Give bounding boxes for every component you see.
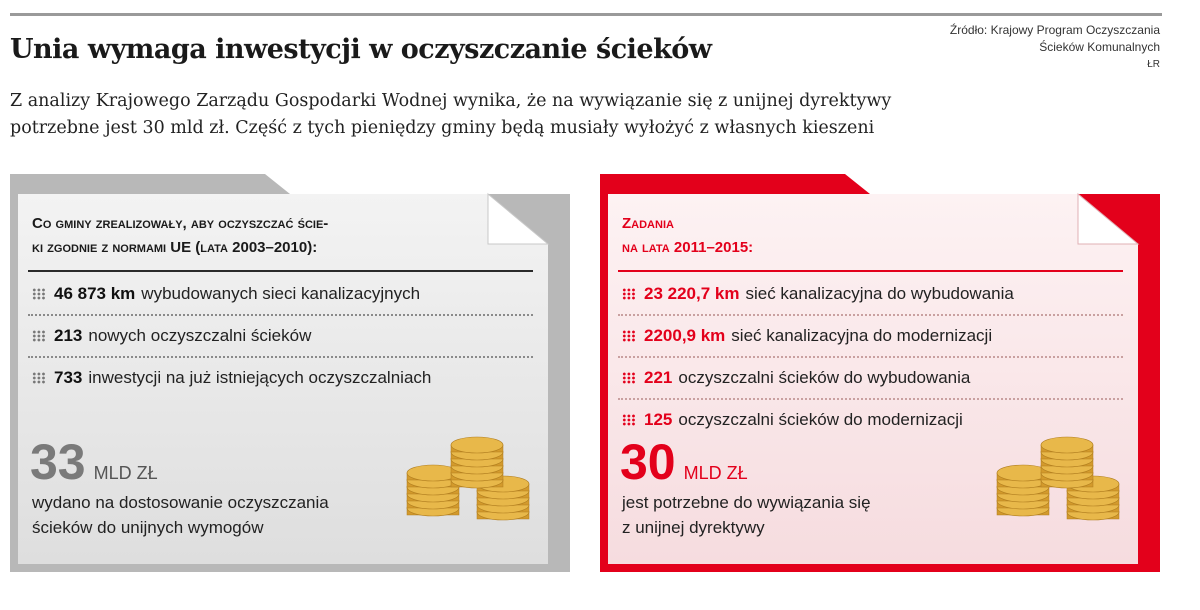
- item-text: wybudowanych sieci kanalizacyjnych: [141, 284, 421, 303]
- list-item: [28, 316, 533, 358]
- list-item: [28, 358, 533, 398]
- right-caption: [622, 490, 1002, 540]
- left-heading-line-1: Co gminy zrealizowały, aby oczyszczać ście-: [32, 215, 329, 232]
- left-card: [10, 172, 570, 572]
- right-heading-rule: [618, 270, 1123, 272]
- item-text: nowych oczyszczalni ścieków: [88, 326, 312, 345]
- dot-grid-icon: [32, 330, 46, 342]
- dot-grid-icon: [622, 330, 636, 342]
- coin-face: [451, 437, 503, 453]
- coin-face: [1041, 437, 1093, 453]
- amount-number: 30: [620, 434, 676, 490]
- right-amount: [620, 434, 748, 490]
- left-caption: [32, 490, 412, 540]
- item-text: oczyszczalni ścieków do modernizacji: [678, 410, 963, 429]
- item-value: 221: [644, 368, 673, 387]
- amount-unit: MLD ZŁ: [93, 463, 158, 483]
- left-caption-line-2: ścieków do unijnych wymogów: [32, 518, 264, 537]
- item-value: 46 873 km: [54, 284, 136, 303]
- top-rule: [10, 13, 1162, 16]
- left-amount: [30, 434, 158, 490]
- item-text: inwestycji na już istniejących oczyszczalniach: [88, 368, 432, 387]
- lead-line-2: potrzebne jest 30 mld zł. Część z tych pieniędzy gminy będą musiały wyłożyć z własnych kieszeni: [10, 118, 875, 138]
- list-item: [28, 274, 533, 316]
- item-text: sieć kanalizacyjna do modernizacji: [731, 326, 993, 345]
- right-card-heading: [622, 212, 1122, 260]
- amount-number: 33: [30, 434, 86, 490]
- dot-grid-icon: [32, 288, 46, 300]
- right-heading-line-2: na lata 2011–2015:: [622, 239, 754, 256]
- item-value: 733: [54, 368, 83, 387]
- source-note: [950, 22, 1160, 73]
- item-text: sieć kanalizacyjna do wybudowania: [745, 284, 1014, 303]
- right-item-list: [618, 274, 1123, 440]
- list-item: [618, 274, 1123, 316]
- right-heading-line-1: Zadania: [622, 215, 674, 232]
- lead-paragraph: [10, 88, 1010, 142]
- right-caption-line-2: z unijnej dyrektywy: [622, 518, 765, 537]
- author-initials: ŁR: [1147, 59, 1160, 70]
- amount-unit: MLD ZŁ: [683, 463, 748, 483]
- coin-stack-icon: [405, 424, 535, 524]
- item-value: 23 220,7 km: [644, 284, 740, 303]
- dot-grid-icon: [32, 372, 46, 384]
- left-heading-line-2: ki zgodnie z normami UE (lata 2003–2010):: [32, 239, 318, 256]
- dot-grid-icon: [622, 288, 636, 300]
- left-card-heading: [32, 212, 532, 260]
- item-value: 213: [54, 326, 83, 345]
- lead-line-1: Z analizy Krajowego Zarządu Gospodarki Wodnej wynika, że na wywiązanie się z unijnej dyrektywy: [10, 91, 892, 111]
- dot-grid-icon: [622, 372, 636, 384]
- left-caption-line-1: wydano na dostosowanie oczyszczania: [32, 493, 329, 512]
- right-card: [600, 172, 1160, 572]
- item-text: oczyszczalni ścieków do wybudowania: [678, 368, 971, 387]
- source-line-2: Ścieków Komunalnych: [1039, 40, 1160, 54]
- left-item-list: [28, 274, 533, 398]
- right-caption-line-1: jest potrzebne do wywiązania się: [622, 493, 871, 512]
- list-item: [618, 358, 1123, 400]
- item-value: 125: [644, 410, 673, 429]
- item-value: 2200,9 km: [644, 326, 726, 345]
- coin-stack-icon: [995, 424, 1125, 524]
- source-line-1: Źródło: Krajowy Program Oczyszczania: [949, 23, 1160, 37]
- dot-grid-icon: [622, 414, 636, 426]
- left-heading-rule: [28, 270, 533, 272]
- page-title: Unia wymaga inwestycji w oczyszczanie ścieków: [10, 34, 712, 65]
- list-item: [618, 316, 1123, 358]
